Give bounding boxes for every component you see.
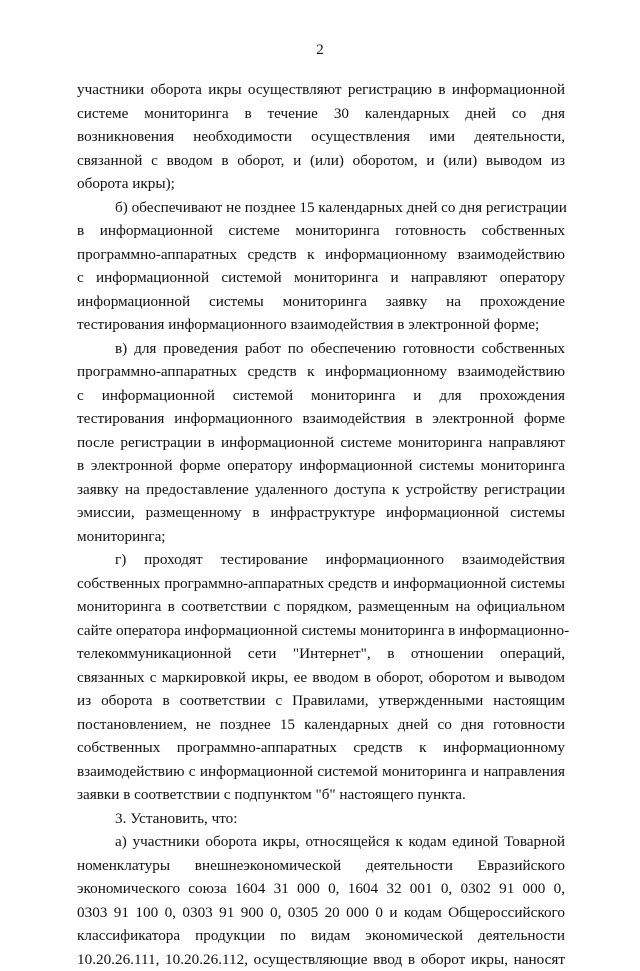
text-line: участники оборота икры осуществляют регистрацию в информационной	[77, 78, 565, 102]
text-line: экономического союза 1604 31 000 0, 1604 32 001 0, 0302 91 000 0,	[77, 877, 565, 901]
document-body	[77, 78, 565, 971]
text-line: постановлением, не позднее 15 календарных дней со дня готовности	[77, 713, 565, 737]
text-line: 3. Установить, что:	[77, 807, 565, 831]
text-line: номенклатуры внешнеэкономической деятельности Евразийского	[77, 854, 565, 878]
text-line: заявку на предоставление удаленного доступа к устройству регистрации	[77, 478, 565, 502]
paragraph	[77, 78, 565, 196]
text-line: с информационной системой мониторинга и для прохождения	[77, 384, 565, 408]
text-line: собственных программно-аппаратных средств и информационной системы	[77, 572, 565, 596]
text-line: из оборота в соответствии с Правилами, утвержденными настоящим	[77, 689, 565, 713]
text-line: в электронной форме оператору информационной системы мониторинга	[77, 454, 565, 478]
text-line: 0303 91 100 0, 0303 91 900 0, 0305 20 000 0 и кодам Общероссийского	[77, 901, 565, 925]
page-number: 2	[0, 40, 640, 60]
text-line: мониторинга в соответствии с порядком, размещенным на официальном	[77, 595, 565, 619]
text-line: в информационной системе мониторинга готовность собственных	[77, 219, 565, 243]
text-line: классификатора продукции по видам экономической деятельности	[77, 924, 565, 948]
paragraph	[77, 830, 565, 971]
text-line: заявки в соответствии с подпунктом "б" настоящего пункта.	[77, 783, 565, 807]
text-line: 10.20.26.111, 10.20.26.112, осуществляющие ввод в оборот икры, наносят	[77, 948, 565, 971]
text-line: связанной с вводом в оборот, и (или) оборотом, и (или) выводом из	[77, 149, 565, 173]
text-line: с информационной системой мониторинга и направляют оператору	[77, 266, 565, 290]
text-line: в) для проведения работ по обеспечению готовности собственных	[77, 337, 565, 361]
text-line: возникновения необходимости осуществления ими деятельности,	[77, 125, 565, 149]
text-line: после регистрации в информационной системе мониторинга направляют	[77, 431, 565, 455]
text-line: тестирования информационного взаимодействия в электронной форме;	[77, 313, 565, 337]
text-line: б) обеспечивают не позднее 15 календарных дней со дня регистрации	[77, 196, 565, 220]
text-line: телекоммуникационной сети "Интернет", в отношении операций,	[77, 642, 565, 666]
paragraph	[77, 337, 565, 549]
text-line: тестирования информационного взаимодействия в электронной форме	[77, 407, 565, 431]
text-line: сайте оператора информационной системы мониторинга в информационно-	[77, 619, 565, 643]
text-line: связанных с маркировкой икры, ее вводом в оборот, оборотом и выводом	[77, 666, 565, 690]
paragraph	[77, 196, 565, 337]
text-line: а) участники оборота икры, относящейся к кодам единой Товарной	[77, 830, 565, 854]
text-line: оборота икры);	[77, 172, 565, 196]
text-line: взаимодействию с информационной системой мониторинга и направления	[77, 760, 565, 784]
paragraph	[77, 807, 565, 831]
text-line: собственных программно-аппаратных средств к информационному	[77, 736, 565, 760]
text-line: г) проходят тестирование информационного взаимодействия	[77, 548, 565, 572]
paragraph	[77, 548, 565, 807]
text-line: программно-аппаратных средств к информационному взаимодействию	[77, 360, 565, 384]
text-line: информационной системы мониторинга заявку на прохождение	[77, 290, 565, 314]
text-line: мониторинга;	[77, 525, 565, 549]
text-line: программно-аппаратных средств к информационному взаимодействию	[77, 243, 565, 267]
text-line: эмиссии, размещенному в инфраструктуре информационной системы	[77, 501, 565, 525]
text-line: системе мониторинга в течение 30 календарных дней со дня	[77, 102, 565, 126]
